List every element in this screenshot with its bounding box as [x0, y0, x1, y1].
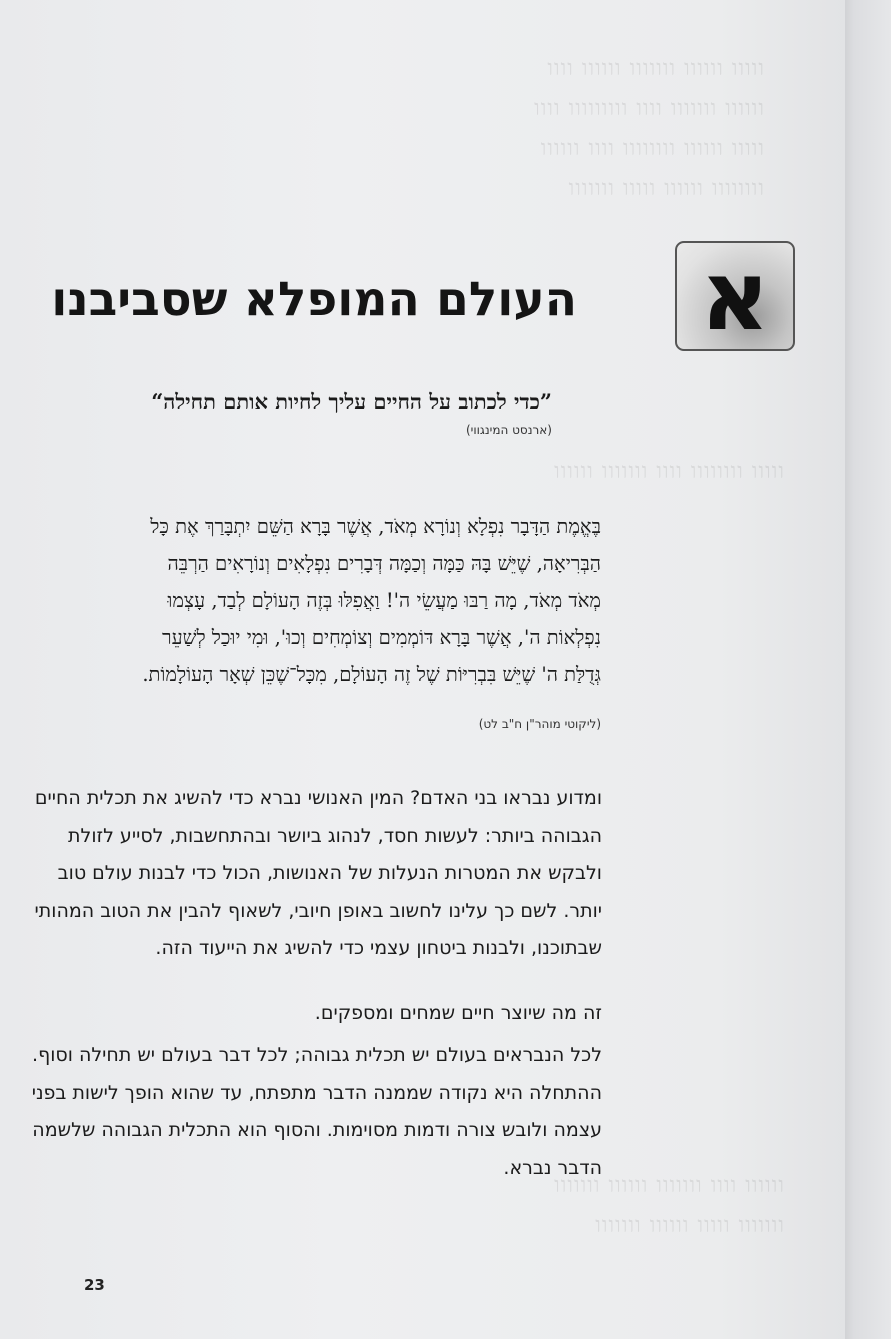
page-number: 23 — [84, 1276, 105, 1294]
bleed-through-text: וווווו ווווווו וווו ווווווווו וווו — [534, 96, 765, 121]
chapter-letter-box — [675, 241, 795, 351]
bleed-through-text: ווווו וווווווו וווו ווווווו וווווו — [554, 459, 785, 484]
bleed-through-text: ווווו וווווו וווווווו וווו וווווו — [540, 136, 765, 161]
body-line: ההתחלה היא נקודה שממנה הדבר מתפתח, עד שהוא הופך לישות בפני — [31, 1081, 602, 1104]
chapter-letter: א — [700, 240, 770, 352]
body-paragraph — [2, 1037, 602, 1187]
excerpt-line: הַבְּרִיאָה, שֶׁיֵּשׁ בָּהּ כַּמָּה וְכַמָּה דְּבָרִים נִפְלָאִים וְנוֹרָאִים הַרְבֵּה — [167, 552, 601, 575]
excerpt-line: גְּדֻלַּת ה' שֶׁיֵּשׁ בִּבְרִיּוֹת שֶׁל זֶה הָעוֹלָם, מִכָּל־שֶׁכֵּן שְׁאָר הָעוֹלָמוֹת. — [142, 663, 601, 686]
body-line: שבתוכנו, ולבנות ביטחון עצמי כדי להשיג את הייעוד הזה. — [155, 937, 602, 959]
excerpt-line: מְאֹד מְאֹד, מָה רַבּוּ מַעֲשֵׂי ה'! וַאֲפִלּוּ בְּזֶה הָעוֹלָם לְבַד, עָצְמוּ — [167, 589, 601, 612]
bleed-through-text: וווווו וווו ווווווו וווווו ווווווו — [554, 1173, 785, 1198]
body-line: יותר. לשם כך עלינו לחשוב באופן חיובי, לשאוף להבין את הטוב המהותי — [34, 899, 602, 922]
excerpt-line: בֶּאֱמֶת הַדָּבָר נִפְלָא וְנוֹרָא מְאֹד, אֲשֶׁר בָּרָא הַשֵּׁם יִתְבָּרַךְ אֶת כָּל — [150, 515, 601, 538]
bleed-through-text: ווווווו ווווו וווווו ווווווו — [595, 1213, 785, 1238]
body-line: זה מה שיוצר חיים שמחים ומספקים. — [314, 1002, 602, 1024]
bleed-through-text: וווווווו וווווו ווווו ווווווו — [568, 176, 765, 201]
body-line: הדבר נברא. — [503, 1156, 602, 1179]
book-gutter — [838, 0, 891, 1339]
excerpt-source: (ליקוטי מוהר"ן ח"ב לט) — [478, 717, 601, 731]
body-line: ומדוע נבראו בני האדם? המין האנושי נברא כדי להשיג את תכלית החיים — [34, 787, 602, 809]
body-paragraph — [2, 780, 602, 968]
body-line: עצמה ולובש צורה ודמות מסוימות. והסוף הוא התכלית הגבוהה שלשמה — [32, 1119, 602, 1141]
epigraph-quote: ”כדי לכתוב על החיים עליך לחיות אותם תחילה“ — [151, 389, 552, 414]
bleed-through-text: ווווו וווווו ווווווו וווווו וווו — [547, 56, 765, 81]
body-line: ולבקש את המטרות הנעלות של האנושות, הכול כדי לבנות עולם טוב — [57, 862, 602, 884]
body-line: הגבוהה ביותר: לעשות חסד, לנהוג ביושר ובהתחשבות, לסייע לזולת — [68, 824, 602, 847]
excerpt-line: נִפְלְאוֹת ה', אֲשֶׁר בָּרָא דּוֹמְמִים וְצוֹמְחִים וְכוּ', וּמִי יוּכַל לְשַׁעֵר — [162, 626, 601, 649]
epigraph-source: (ארנסט המינגווי) — [466, 423, 552, 437]
excerpt-block — [81, 508, 601, 693]
body-line: לכל הנבראים בעולם יש תכלית גבוהה; לכל דבר בעולם יש תחילה וסוף. — [32, 1044, 602, 1066]
body-paragraph — [2, 995, 602, 1033]
chapter-title: העולם המופלא שסביבנו — [51, 272, 577, 327]
